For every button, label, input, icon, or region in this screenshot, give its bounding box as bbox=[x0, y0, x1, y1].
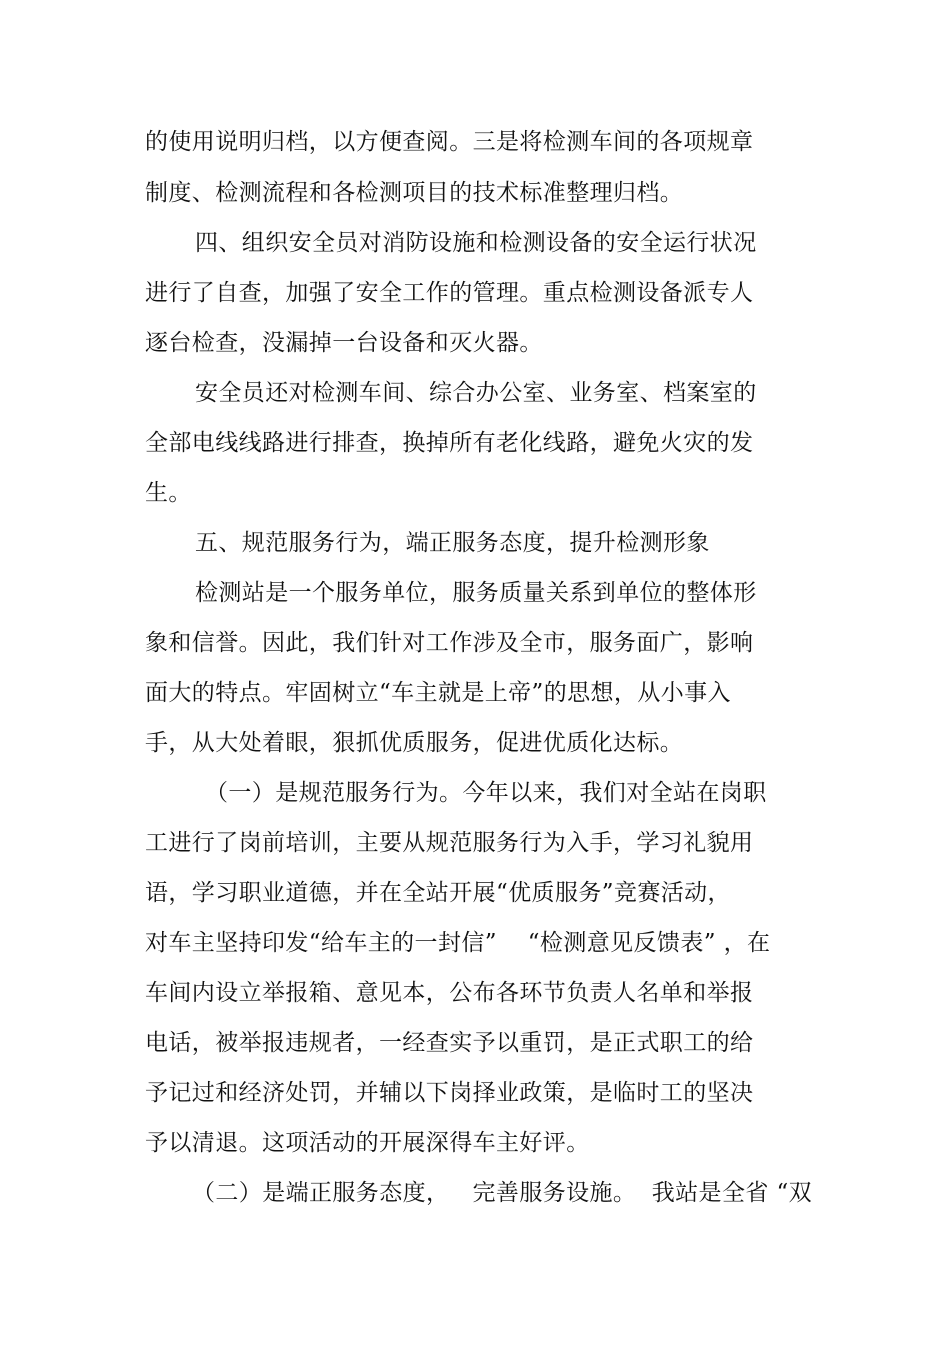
paragraph-line: 车间内设立举报箱、意见本，公布各环节负责人名单和举报 bbox=[145, 980, 754, 1006]
paragraph-line: （二）是端正服务态度， 完善服务设施。 我站是全省 “双 bbox=[192, 1180, 813, 1206]
paragraph-line: 象和信誉。因此，我们针对工作涉及全市，服务面广，影响 bbox=[145, 630, 754, 656]
paragraph-line: 语，学习职业道德，并在全站开展“优质服务”竞赛活动， bbox=[145, 880, 731, 906]
paragraph-line: 的使用说明归档，以方便查阅。三是将检测车间的各项规章 bbox=[145, 129, 754, 155]
paragraph-line: 予记过和经济处罚，并辅以下岗择业政策，是临时工的坚决 bbox=[145, 1080, 754, 1106]
paragraph-line: 安全员还对检测车间、综合办公室、业务室、档案室的 bbox=[195, 380, 757, 406]
paragraph-line: 工进行了岗前培训，主要从规范服务行为入手，学习礼貌用 bbox=[145, 830, 754, 856]
paragraph-line: 检测站是一个服务单位，服务质量关系到单位的整体形 bbox=[195, 580, 757, 606]
paragraph-line: 进行了自查，加强了安全工作的管理。重点检测设备派专人 bbox=[145, 280, 754, 306]
paragraph-line: 手，从大处着眼，狠抓优质服务，促进优质化达标。 bbox=[145, 730, 684, 756]
paragraph-line: 生。 bbox=[145, 480, 192, 506]
paragraph-line: 制度、检测流程和各检测项目的技术标准整理归档。 bbox=[145, 180, 684, 206]
paragraph-line: 全部电线线路进行排查，换掉所有老化线路，避免火灾的发 bbox=[145, 430, 754, 456]
paragraph-line: 对车主坚持印发“给车主的一封信” “检测意见反馈表” ，在 bbox=[145, 930, 771, 956]
paragraph-line: 四、组织安全员对消防设施和检测设备的安全运行状况 bbox=[195, 230, 757, 256]
paragraph-line: 电话，被举报违规者，一经查实予以重罚，是正式职工的给 bbox=[145, 1030, 754, 1056]
paragraph-line: 予以清退。这项活动的开展深得车主好评。 bbox=[145, 1130, 590, 1156]
paragraph-line: （一）是规范服务行为。今年以来，我们对全站在岗职 bbox=[205, 780, 767, 806]
section-heading: 五、规范服务行为，端正服务态度，提升检测形象 bbox=[195, 530, 710, 556]
paragraph-line: 逐台检查，没漏掉一台设备和灭火器。 bbox=[145, 330, 543, 356]
paragraph-line: 面大的特点。牢固树立“车主就是上帝”的思想，从小事入 bbox=[145, 680, 731, 706]
